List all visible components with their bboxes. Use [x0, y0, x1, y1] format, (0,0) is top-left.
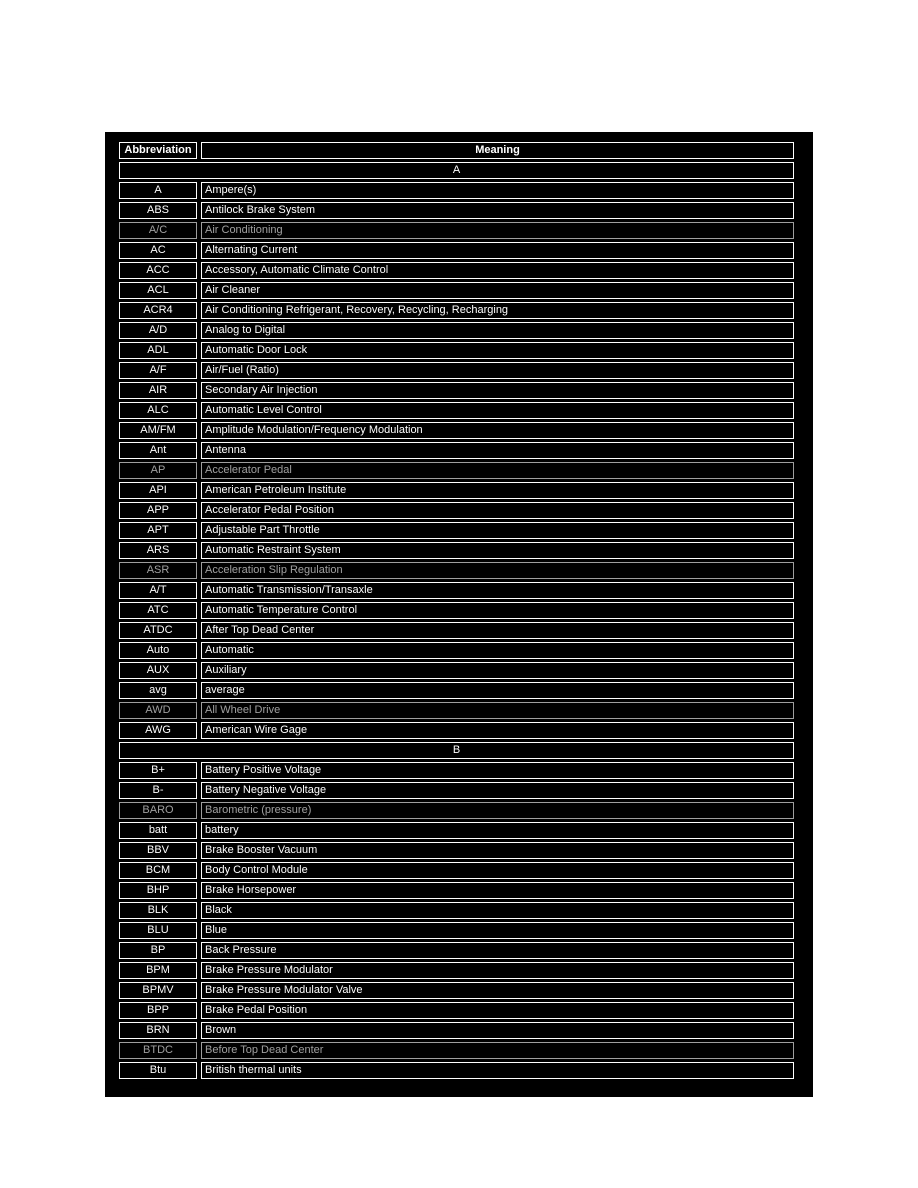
meaning-cell: Automatic Restraint System — [201, 542, 794, 559]
table-row — [119, 582, 794, 599]
meaning-cell: Brake Booster Vacuum — [201, 842, 794, 859]
meaning-cell: Automatic Level Control — [201, 402, 794, 419]
meaning-cell: Antilock Brake System — [201, 202, 794, 219]
table-row — [119, 642, 794, 659]
meaning-cell: Body Control Module — [201, 862, 794, 879]
meaning-cell: American Petroleum Institute — [201, 482, 794, 499]
meaning-cell: Alternating Current — [201, 242, 794, 259]
abbreviation-cell: AUX — [119, 662, 197, 679]
meaning-cell: Battery Negative Voltage — [201, 782, 794, 799]
abbreviation-cell: BCM — [119, 862, 197, 879]
table-row — [119, 422, 794, 439]
abbreviation-cell: AC — [119, 242, 197, 259]
table-row — [119, 222, 794, 239]
abbreviation-cell: BHP — [119, 882, 197, 899]
meaning-cell: Back Pressure — [201, 942, 794, 959]
abbreviation-cell: ALC — [119, 402, 197, 419]
meaning-cell: Before Top Dead Center — [201, 1042, 794, 1059]
meaning-cell: Secondary Air Injection — [201, 382, 794, 399]
table-row — [119, 1022, 794, 1039]
table-row — [119, 542, 794, 559]
table-row — [119, 202, 794, 219]
table-row — [119, 822, 794, 839]
abbreviation-cell: BLK — [119, 902, 197, 919]
abbreviation-cell: ACR4 — [119, 302, 197, 319]
section-letter: A — [119, 162, 794, 179]
meaning-cell: Brown — [201, 1022, 794, 1039]
table-row — [119, 322, 794, 339]
meaning-cell: Automatic Temperature Control — [201, 602, 794, 619]
table-body — [119, 162, 794, 1079]
table-row — [119, 242, 794, 259]
meaning-cell: Air/Fuel (Ratio) — [201, 362, 794, 379]
abbreviation-cell: BLU — [119, 922, 197, 939]
abbreviation-cell: A/D — [119, 322, 197, 339]
abbreviation-cell: batt — [119, 822, 197, 839]
meaning-cell: Brake Horsepower — [201, 882, 794, 899]
table-row — [119, 762, 794, 779]
meaning-cell: Adjustable Part Throttle — [201, 522, 794, 539]
meaning-cell: Automatic Door Lock — [201, 342, 794, 359]
abbreviation-cell: BPP — [119, 1002, 197, 1019]
meaning-cell: After Top Dead Center — [201, 622, 794, 639]
table-row — [119, 922, 794, 939]
abbreviation-cell: ASR — [119, 562, 197, 579]
abbreviation-cell: ACL — [119, 282, 197, 299]
table-row — [119, 382, 794, 399]
table-row — [119, 662, 794, 679]
table-row — [119, 1062, 794, 1079]
column-header-abbreviation: Abbreviation — [119, 142, 197, 159]
table-row — [119, 562, 794, 579]
meaning-cell: Automatic — [201, 642, 794, 659]
abbreviation-cell: B- — [119, 782, 197, 799]
abbreviation-cell: ABS — [119, 202, 197, 219]
meaning-cell: average — [201, 682, 794, 699]
abbreviation-cell: A/C — [119, 222, 197, 239]
table-row — [119, 802, 794, 819]
meaning-cell: Air Conditioning Refrigerant, Recovery, Recycling, Recharging — [201, 302, 794, 319]
abbreviation-cell: AP — [119, 462, 197, 479]
abbreviation-cell: Btu — [119, 1062, 197, 1079]
abbreviation-cell: Auto — [119, 642, 197, 659]
meaning-cell: Brake Pressure Modulator Valve — [201, 982, 794, 999]
meaning-cell: battery — [201, 822, 794, 839]
table-row — [119, 362, 794, 379]
abbreviation-cell: BRN — [119, 1022, 197, 1039]
table-row — [119, 402, 794, 419]
meaning-cell: American Wire Gage — [201, 722, 794, 739]
abbreviation-cell: B+ — [119, 762, 197, 779]
meaning-cell: Blue — [201, 922, 794, 939]
meaning-cell: Air Cleaner — [201, 282, 794, 299]
meaning-cell: Brake Pressure Modulator — [201, 962, 794, 979]
meaning-cell: Accelerator Pedal Position — [201, 502, 794, 519]
table-row — [119, 942, 794, 959]
abbreviation-table — [119, 142, 794, 1082]
abbreviation-cell: AM/FM — [119, 422, 197, 439]
meaning-cell: Amplitude Modulation/Frequency Modulation — [201, 422, 794, 439]
meaning-cell: All Wheel Drive — [201, 702, 794, 719]
abbreviation-cell: ACC — [119, 262, 197, 279]
abbreviation-cell: AWD — [119, 702, 197, 719]
meaning-cell: Ampere(s) — [201, 182, 794, 199]
abbreviation-cell: A/F — [119, 362, 197, 379]
table-row — [119, 522, 794, 539]
table-row — [119, 982, 794, 999]
table-row — [119, 602, 794, 619]
abbreviation-cell: ATC — [119, 602, 197, 619]
abbreviation-cell: Ant — [119, 442, 197, 459]
abbreviation-table-panel — [105, 132, 813, 1097]
abbreviation-cell: A/T — [119, 582, 197, 599]
column-header-meaning: Meaning — [201, 142, 794, 159]
abbreviation-cell: APP — [119, 502, 197, 519]
meaning-cell: Barometric (pressure) — [201, 802, 794, 819]
table-row — [119, 1002, 794, 1019]
table-row — [119, 882, 794, 899]
table-row — [119, 262, 794, 279]
table-row — [119, 722, 794, 739]
abbreviation-cell: APT — [119, 522, 197, 539]
table-row — [119, 282, 794, 299]
table-row — [119, 182, 794, 199]
table-row — [119, 622, 794, 639]
abbreviation-cell: BP — [119, 942, 197, 959]
abbreviation-cell: BPMV — [119, 982, 197, 999]
abbreviation-cell: avg — [119, 682, 197, 699]
table-row — [119, 902, 794, 919]
table-row — [119, 782, 794, 799]
section-header-row — [119, 162, 794, 179]
table-row — [119, 462, 794, 479]
table-row — [119, 702, 794, 719]
table-row — [119, 442, 794, 459]
table-row — [119, 682, 794, 699]
abbreviation-cell: ADL — [119, 342, 197, 359]
table-row — [119, 502, 794, 519]
table-row — [119, 1042, 794, 1059]
abbreviation-cell: API — [119, 482, 197, 499]
meaning-cell: Automatic Transmission/Transaxle — [201, 582, 794, 599]
table-row — [119, 302, 794, 319]
meaning-cell: Accelerator Pedal — [201, 462, 794, 479]
abbreviation-cell: BTDC — [119, 1042, 197, 1059]
table-row — [119, 342, 794, 359]
meaning-cell: Auxiliary — [201, 662, 794, 679]
meaning-cell: Accessory, Automatic Climate Control — [201, 262, 794, 279]
abbreviation-cell: BARO — [119, 802, 197, 819]
meaning-cell: Analog to Digital — [201, 322, 794, 339]
table-row — [119, 862, 794, 879]
meaning-cell: Brake Pedal Position — [201, 1002, 794, 1019]
section-letter: B — [119, 742, 794, 759]
meaning-cell: Antenna — [201, 442, 794, 459]
table-row — [119, 962, 794, 979]
abbreviation-cell: ATDC — [119, 622, 197, 639]
abbreviation-cell: ARS — [119, 542, 197, 559]
table-row — [119, 482, 794, 499]
meaning-cell: Air Conditioning — [201, 222, 794, 239]
meaning-cell: British thermal units — [201, 1062, 794, 1079]
abbreviation-cell: BBV — [119, 842, 197, 859]
meaning-cell: Battery Positive Voltage — [201, 762, 794, 779]
meaning-cell: Black — [201, 902, 794, 919]
section-header-row — [119, 742, 794, 759]
abbreviation-cell: A — [119, 182, 197, 199]
meaning-cell: Acceleration Slip Regulation — [201, 562, 794, 579]
table-header-row — [119, 142, 794, 159]
abbreviation-cell: BPM — [119, 962, 197, 979]
table-row — [119, 842, 794, 859]
abbreviation-cell: AWG — [119, 722, 197, 739]
abbreviation-cell: AIR — [119, 382, 197, 399]
